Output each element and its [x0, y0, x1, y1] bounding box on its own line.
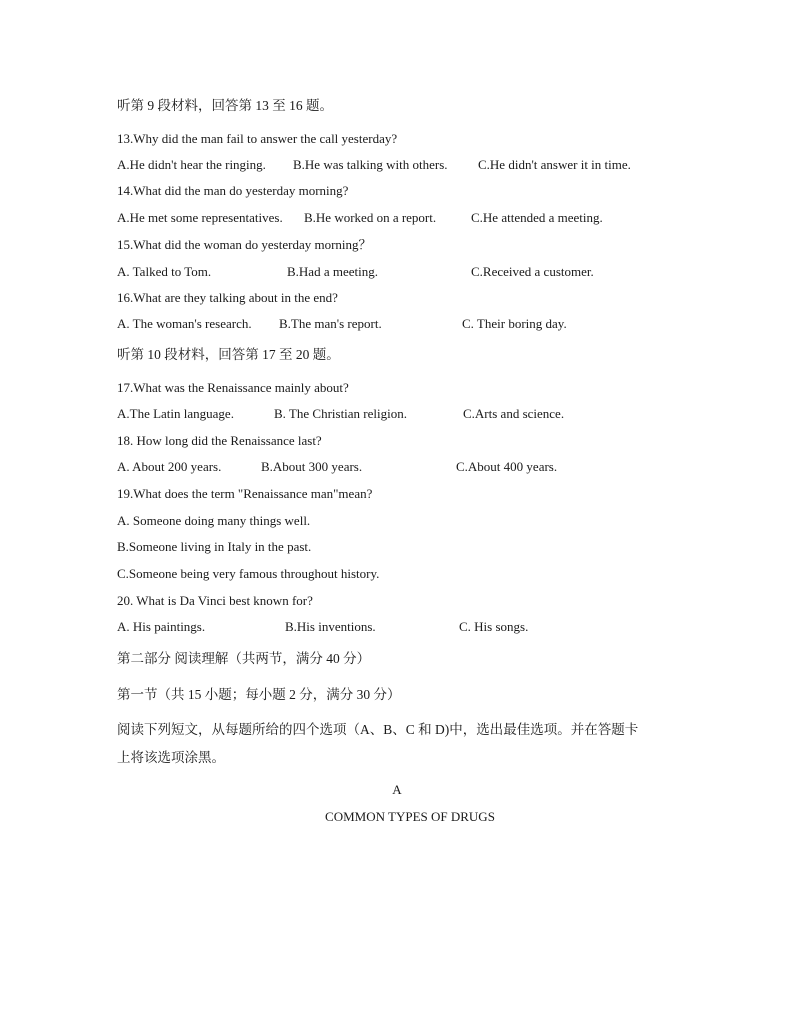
instruction-text: 阅读下列短文，从每题所给的四个选项（A、B、C 和 D)中，选出最佳选项。并在答题卡 — [117, 722, 639, 737]
option-20b: B.His inventions. — [285, 619, 376, 634]
option-15c: C.Received a customer. — [471, 264, 594, 279]
option-13c: C.He didn't answer it in time. — [478, 157, 631, 172]
option-15b: B.Had a meeting. — [287, 264, 378, 279]
option-14a: A.He met some representatives. — [117, 210, 283, 225]
passage-title: COMMON TYPES OF DRUGS — [325, 809, 495, 824]
section-heading: 第一节（共 15 小题；每小题 2 分，满分 30 分） — [117, 687, 401, 702]
question-20: 20. What is Da Vinci best known for? — [117, 593, 313, 608]
option-16b: B.The man's report. — [279, 316, 382, 331]
option-13a: A.He didn't hear the ringing. — [117, 157, 266, 172]
passage-letter: A — [392, 782, 402, 797]
option-14b: B.He worked on a report. — [304, 210, 437, 225]
question-17: 17.What was the Renaissance mainly about? — [117, 380, 349, 395]
option-18b: B.About 300 years. — [261, 459, 363, 474]
question-19: 19.What does the term "Renaissance man"mean? — [117, 486, 373, 501]
option-18a: A. About 200 years. — [117, 459, 222, 474]
instruction-text: 上将该选项涂黑。 — [117, 750, 225, 765]
question-15: 15.What did the woman do yesterday morning？ — [117, 237, 372, 252]
option-19a: A. Someone doing many things well. — [117, 513, 311, 528]
option-19b: B.Someone living in Italy in the past. — [117, 539, 312, 554]
question-14: 14.What did the man do yesterday morning? — [117, 183, 349, 198]
section-heading: 听第 9 段材料，回答第 13 至 16 题。 — [117, 98, 333, 113]
option-17c: C.Arts and science. — [463, 406, 565, 421]
option-16c: C. Their boring day. — [462, 316, 567, 331]
option-20a: A. His paintings. — [117, 619, 206, 634]
option-15a: A. Talked to Tom. — [117, 264, 212, 279]
option-16a: A. The woman's research. — [117, 316, 252, 331]
option-17b: B. The Christian religion. — [274, 406, 407, 421]
option-14c: C.He attended a meeting. — [471, 210, 603, 225]
section-heading: 听第 10 段材料，回答第 17 至 20 题。 — [117, 347, 340, 362]
option-17a: A.The Latin language. — [117, 406, 234, 421]
question-16: 16.What are they talking about in the end? — [117, 290, 338, 305]
option-19c: C.Someone being very famous throughout history. — [117, 566, 380, 581]
option-13b: B.He was talking with others. — [293, 157, 448, 172]
part-heading: 第二部分 阅读理解（共两节，满分 40 分） — [117, 651, 371, 666]
question-18: 18. How long did the Renaissance last? — [117, 433, 322, 448]
option-20c: C. His songs. — [459, 619, 529, 634]
question-13: 13.Why did the man fail to answer the call yesterday? — [117, 131, 398, 146]
option-18c: C.About 400 years. — [456, 459, 558, 474]
